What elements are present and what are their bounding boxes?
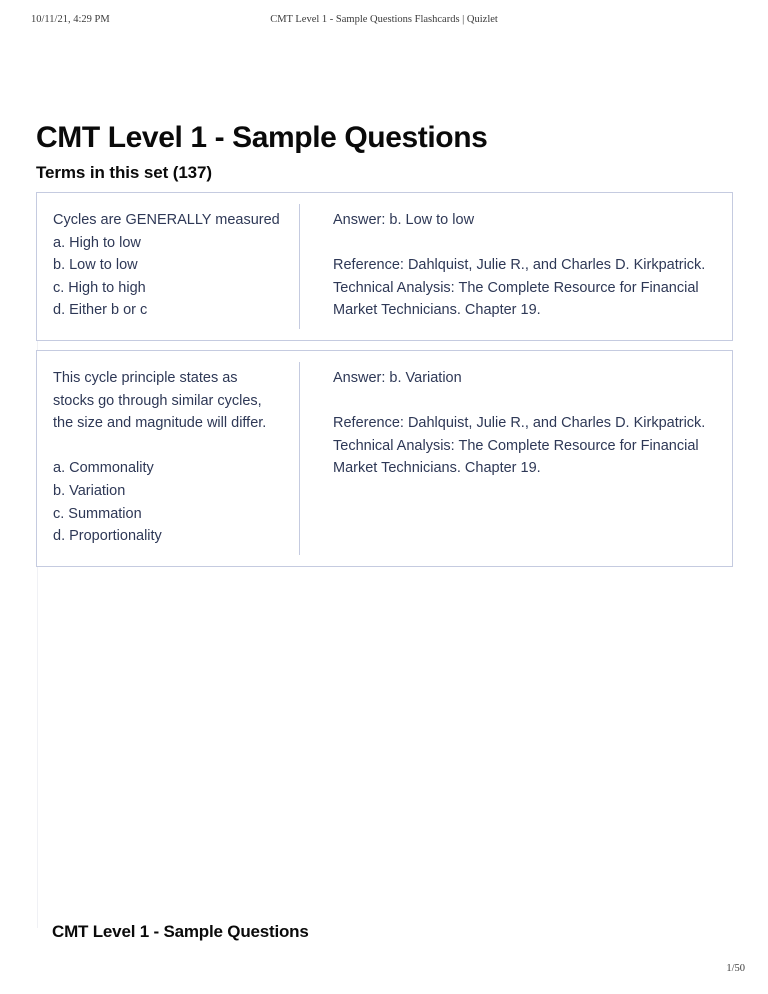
term-line: c. High to high <box>53 279 146 296</box>
term-line: d. Proportionality <box>53 528 162 545</box>
term-card[interactable] <box>36 192 733 341</box>
term-reference-line: Reference: Dahlquist, Julie R., and Charles D. Kirkpatrick. Technical Analysis: The Complete Resource for Financial Market Technicians. Chapter 19. <box>333 257 710 319</box>
term-card[interactable] <box>36 350 733 567</box>
terms-count-heading: Terms in this set (137) <box>36 163 212 183</box>
term-blank-line <box>333 232 712 255</box>
term-word-column <box>37 351 299 566</box>
term-definition-column <box>300 193 732 340</box>
footer-set-title: CMT Level 1 - Sample Questions <box>52 922 309 941</box>
page-title: CMT Level 1 - Sample Questions <box>36 121 488 155</box>
term-line: Cycles are GENERALLY measured <box>53 212 280 228</box>
term-line: a. High to low <box>53 234 141 251</box>
term-blank-line <box>53 435 281 458</box>
terms-list <box>36 192 733 567</box>
term-answer-line: Answer: b. Variation <box>333 369 462 386</box>
term-line: c. Summation <box>53 505 142 522</box>
term-definition-column <box>300 351 732 566</box>
page-number: 1/50 <box>726 963 745 974</box>
term-answer-line: Answer: b. Low to low <box>333 212 475 228</box>
term-line: b. Variation <box>53 482 126 499</box>
term-line: a. Commonality <box>53 460 154 477</box>
term-word-column <box>37 193 299 340</box>
term-line: b. Low to low <box>53 257 138 274</box>
print-header-date: 10/11/21, 4:29 PM <box>31 14 110 25</box>
term-line: d. Either b or c <box>53 302 148 319</box>
term-line: This cycle principle states as stocks go through similar cycles, the size and magnitude will differ. <box>53 369 267 432</box>
print-header <box>0 14 768 30</box>
term-blank-line <box>333 390 712 413</box>
term-reference-line: Reference: Dahlquist, Julie R., and Charles D. Kirkpatrick. Technical Analysis: The Complete Resource for Financial Market Technicians. Chapter 19. <box>333 415 710 477</box>
print-header-document-title: CMT Level 1 - Sample Questions Flashcards | Quizlet <box>270 14 498 25</box>
